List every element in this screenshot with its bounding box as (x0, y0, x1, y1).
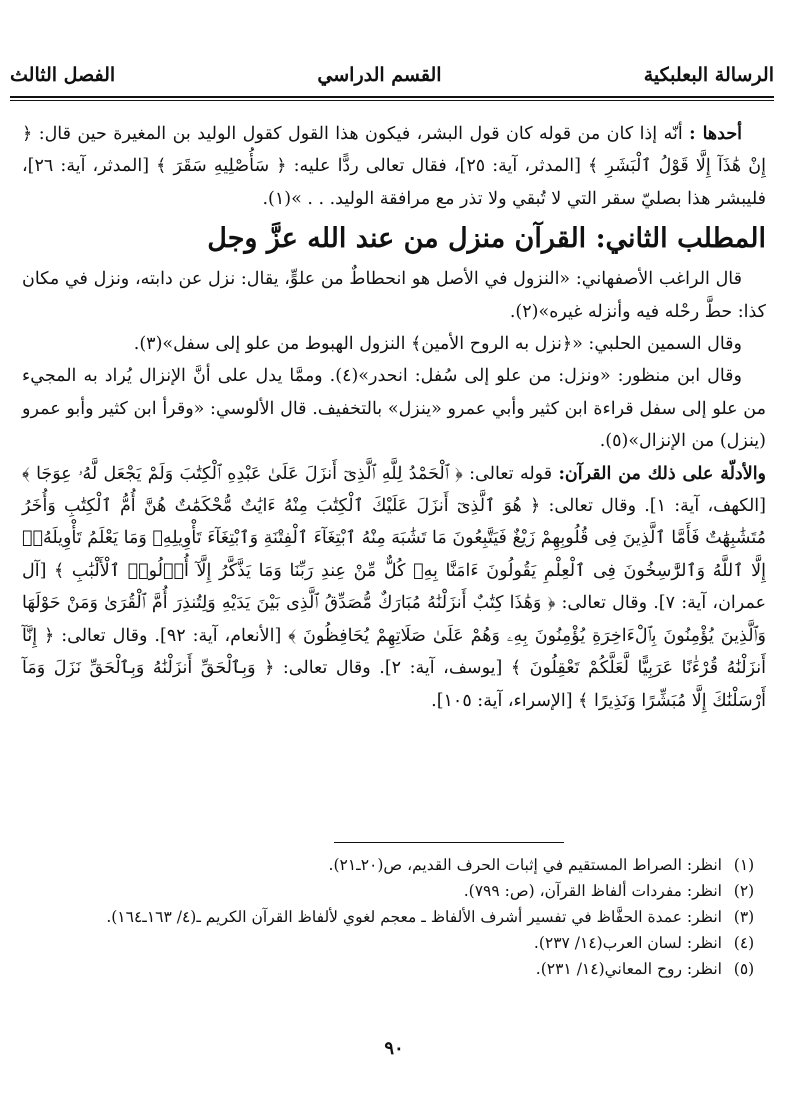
paragraph-lead: والأدلّة على ذلك من القرآن: (558, 463, 767, 484)
paragraph (22, 118, 766, 215)
footnote-text: انظر: الصراط المستقيم في إثبات الحرف القديم، ص(٢٠ـ٢١). (328, 856, 722, 874)
paragraph-lead: أحدها : (689, 124, 742, 144)
footnote-text: انظر: عمدة الحفَّاظ في تفسير أشرف الألفاظ ـ معجم لغوي لألفاظ القرآن الكريم ـ(٤/ ١٦٣ـ١٦٤). (106, 908, 722, 926)
paragraph-text: أنّه إذا كان من قوله كان قول البشر، فيكون هذا القول كقول الوليد بن المغيرة حين قال: ﴿ إِنْ هَٰذَآ إِلَّا قَوْلُ ٱلْبَشَرِ ﴾ [المدثر، آية: ٢٥]، فقال تعالى ردًّا عليه: ﴿ سَأُصْلِيهِ سَقَرَ ﴾ [المدثر، آية: ٢٦]، فليبشر هذا بصليّ سقر التي لا تُبقي ولا تذر مع مرافقة الوليد. . . »(١). (22, 124, 766, 209)
header-section-title: القسم الدراسي (317, 64, 442, 86)
footnote-number: (٣) (733, 908, 755, 926)
footnote (22, 956, 766, 982)
page-number: ٩٠ (384, 1038, 404, 1059)
footnote (22, 852, 766, 878)
paragraph (22, 458, 766, 717)
footnote (22, 904, 766, 930)
paragraph: وقال ابن منظور: «ونزل: من علو إلى سُفل: انحدر»(٤). وممَّا يدل على أنَّ الإنزال يُراد به المجيء من علو إلى سفل قراءة ابن كثير وأبي عمرو «ينزل» بالتخفيف. قال الألوسي: «وقرأ ابن كثير وأبو عمرو (ينزل) من الإنزال»(٥). (22, 366, 766, 452)
header-book-title: الرسالة البعلبكية (643, 64, 774, 86)
footnote-rule (334, 842, 564, 843)
footnote-text: انظر: روح المعاني(١٤/ ٢٣١). (535, 960, 722, 978)
paragraph: قال الراغب الأصفهاني: «النزول في الأصل هو انحطاطٌ من علوٍّ، يقال: نزل عن دابته، ونزل في مكان كذا: حطَّ رحْله فيه وأنزله غيره»(٢). (22, 269, 766, 322)
header-chapter-title: الفصل الثالث (10, 64, 116, 86)
footnote-number: (٤) (733, 934, 755, 952)
footnote-number: (٢) (733, 882, 755, 900)
footnote-text: انظر: لسان العرب(١٤/ ٢٣٧). (533, 934, 722, 952)
footnote (22, 930, 766, 956)
paragraph-text: قوله تعالى: ﴿ ٱلْحَمْدُ لِلَّهِ ٱلَّذِىٓ أَنزَلَ عَلَىٰ عَبْدِهِ ٱلْكِتَٰبَ وَلَمْ يَجْعَل لَّهُۥ عِوَجَا ﴾ [الكهف، آية: ١]. وقال تعالى: ﴿ هُوَ ٱلَّذِىٓ أَنزَلَ عَلَيْكَ ٱلْكِتَٰبَ مِنْهُ ءَايَٰتٌ مُّحْكَمَٰتٌ هُنَّ أُمُّ ٱلْكِتَٰبِ وَأُخَرُ مُتَشَٰبِهَٰتٌ فَأَمَّا ٱلَّذِينَ فِى قُلُوبِهِمْ زَيْغٌ فَيَتَّبِعُونَ مَا تَشَٰبَهَ مِنْهُ ٱبْتِغَآءَ ٱلْفِتْنَةِ وَٱبْتِغَآءَ تَأْوِيلِهِۦ وَمَا يَعْلَمُ تَأْوِيلَهُۥٓ إِلَّا ٱللَّهُ وَٱلرَّٰسِخُونَ فِى ٱلْعِلْمِ يَقُولُونَ ءَامَنَّا بِهِۦ كُلٌّ مِّنْ عِندِ رَبِّنَا وَمَا يَذَّكَّرُ إِلَّآ أُو۟لُوا۟ ٱلْأَلْبَٰبِ ﴾ [آل عمران، آية: ٧]. وقال تعالى: ﴿ وَهَٰذَا كِتَٰبٌ أَنزَلْنَٰهُ مُبَارَكٌ مُّصَدِّقُ ٱلَّذِى بَيْنَ يَدَيْهِ وَلِتُنذِرَ أُمَّ ٱلْقُرَىٰ وَمَنْ حَوْلَهَا وَٱلَّذِينَ يُؤْمِنُونَ بِٱلْءَاخِرَةِ يُؤْمِنُونَ بِهِۦ وَهُمْ عَلَىٰ صَلَاتِهِمْ يُحَافِظُونَ ﴾ [الأنعام، آية: ٩٢]. وقال تعالى: ﴿ إِنَّآ أَنزَلْنَٰهُ قُرْءَٰنًا عَرَبِيًّا لَّعَلَّكُمْ تَعْقِلُونَ ﴾ [يوسف، آية: ٢]. وقال تعالى: ﴿ وَبِٱلْحَقِّ أَنزَلْنَٰهُ وَبِٱلْحَقِّ نَزَلَ وَمَآ أَرْسَلْنَٰكَ إِلَّا مُبَشِّرًا وَنَذِيرًا ﴾ [الإسراء، آية: ١٠٥]. (22, 463, 767, 711)
header-rule (10, 96, 774, 98)
paragraph: وقال السمين الحلبي: «﴿نزل به الروح الأمين﴾ النزول الهبوط من علو إلى سفل»(٣). (133, 334, 742, 355)
section-heading: المطلب الثاني: القرآن منزل من عند الله عزَّ وجل (207, 223, 766, 255)
footnote (22, 878, 766, 904)
footnote-text: انظر: مفردات ألفاظ القرآن، (ص: ٧٩٩). (463, 882, 722, 900)
footnotes (22, 852, 766, 982)
footnote-number: (٥) (733, 960, 755, 978)
footnote-number: (١) (733, 856, 755, 874)
running-header (10, 58, 774, 92)
header-rule-thin (10, 100, 774, 101)
main-text (22, 118, 766, 717)
